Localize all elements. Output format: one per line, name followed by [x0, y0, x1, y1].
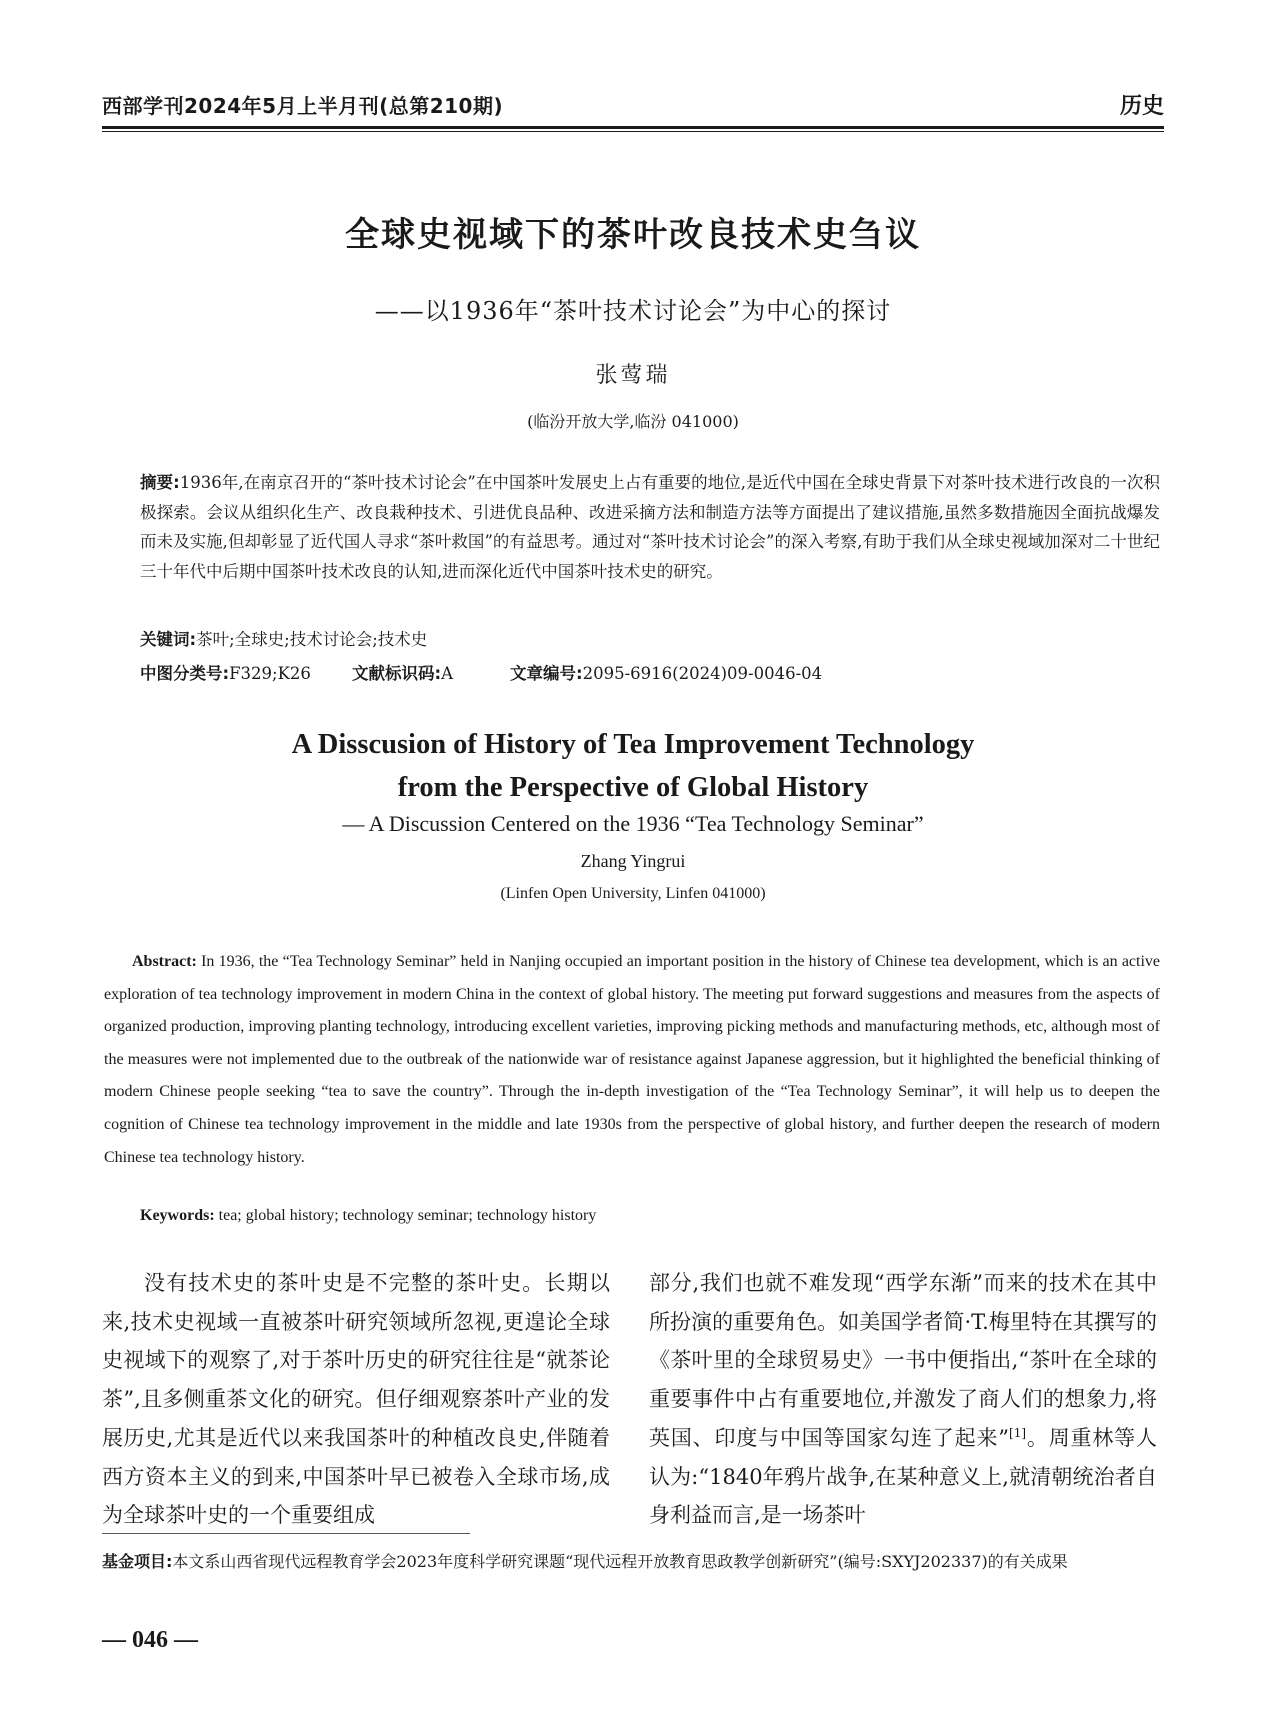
- en-affiliation: (Linfen Open University, Linfen 041000): [500, 885, 766, 902]
- funding-label: 基金项目:: [102, 1552, 173, 1571]
- funding-text: 本文系山西省现代远程教育学会2023年度科学研究课题“现代远程开放教育思政教学创新研究”(编号:SXYJ202337)的有关成果: [172, 1552, 1068, 1571]
- cn-affiliation: (临汾开放大学,临汾 041000): [527, 412, 739, 431]
- body-column-right: [649, 1264, 1157, 1535]
- doc-code-value: A: [441, 664, 454, 683]
- en-keywords-label: Keywords:: [140, 1207, 215, 1224]
- journal-header: 西部学刊2024年5月上半月刊(总第210期): [102, 94, 504, 118]
- funding-footnote: [102, 1547, 1162, 1577]
- section-label: 历史: [1119, 94, 1164, 119]
- article-no-value: 2095-6916(2024)09-0046-04: [582, 664, 823, 683]
- header-rule-thin: [102, 131, 1164, 132]
- en-title: [102, 723, 1164, 809]
- cn-keywords-text: 茶叶;全球史;技术讨论会;技术史: [196, 630, 428, 649]
- clc-field: [140, 660, 311, 684]
- doc-code-label: 文献标识码:: [352, 664, 442, 683]
- clc-value: F329;K26: [229, 664, 311, 683]
- footnote-rule: [102, 1533, 470, 1534]
- body-paragraph-continued: [649, 1264, 1157, 1535]
- cn-abstract: [140, 468, 1160, 586]
- en-subtitle: — A Discussion Centered on the 1936 “Tea Technology Seminar”: [342, 811, 924, 836]
- cn-abstract-text: 1936年,在南京召开的“茶叶技术讨论会”在中国茶叶发展史上占有重要的地位,是近代中国在全球史背景下对茶叶技术进行改良的一次积极探索。会议从组织化生产、改良栽种技术、引进优良品种、改进采摘方法和制造方法等方面提出了建议措施,虽然多数措施因全面抗战爆发而未及实施,但却彰显了近代国人寻求“茶叶救国”的有益思考。通过对“茶叶技术讨论会”的深入考察,有助于我们从全球史视域加深对二十世纪三十年代中后期中国茶叶技术改良的认知,进而深化近代中国茶叶技术史的研究。: [140, 473, 1160, 581]
- cn-author: 张莺瑞: [595, 363, 671, 388]
- cn-keywords-label: 关键词:: [140, 630, 197, 649]
- clc-label: 中图分类号:: [140, 664, 230, 683]
- body-text-part-2: 。周重林等人认为:“1840年鸦片战争,在某种意义上,就清朝统治者自身利益而言,是一场茶叶: [649, 1425, 1158, 1528]
- cn-subtitle: ——以1936年“茶叶技术讨论会”为中心的探讨: [374, 297, 892, 325]
- en-keywords: [140, 1207, 596, 1225]
- en-abstract: [104, 946, 1160, 1174]
- en-keywords-text: tea; global history; technology seminar; technology history: [218, 1207, 597, 1224]
- article-no-label: 文章编号:: [510, 664, 583, 683]
- body-paragraph: 没有技术史的茶叶史是不完整的茶叶史。长期以来,技术史视域一直被茶叶研究领域所忽视,更遑论全球史视域下的观察了,对于茶叶历史的研究往往是“就茶论茶”,且多侧重茶文化的研究。但仔细观察茶叶产业的发展历史,尤其是近代以来我国茶叶的种植改良史,伴随着西方资本主义的到来,中国茶叶早已被卷入全球市场,成为全球茶叶史的一个重要组成: [102, 1271, 610, 1528]
- cn-title: 全球史视域下的茶叶改良技术史刍议: [345, 215, 921, 255]
- body-text-part-1: 部分,我们也就不难发现“西学东渐”而来的技术在其中所扮演的重要角色。如美国学者简·T.梅里特在其撰写的《茶叶里的全球贸易史》一书中便指出,“茶叶在全球的重要事件中占有重要地位,并激发了商人们的想象力,将英国、印度与中国等国家勾连了起来”: [649, 1271, 1157, 1450]
- en-abstract-label: Abstract:: [132, 953, 197, 970]
- citation-ref: [1]: [1009, 1425, 1027, 1440]
- article-no-field: [510, 660, 822, 684]
- header-rule: [102, 126, 1164, 129]
- body-column-left: [102, 1264, 610, 1535]
- doc-code-field: [352, 660, 453, 684]
- en-author: Zhang Yingrui: [580, 851, 686, 871]
- cn-keywords: [140, 626, 427, 650]
- page-number: — 046 —: [102, 1627, 198, 1653]
- en-abstract-text: In 1936, the “Tea Technology Seminar” held in Nanjing occupied an important position in the history of Chinese tea development, which is an active exploration of tea technology improvement in modern China in the context of global history. The meeting put forward suggestions and measures from the aspects of organized production, improving planting technology, introducing excellent varieties, improving picking methods and manufacturing methods, etc, although most of the measures were not implemented due to the outbreak of the nationwide war of resistance against Japanese aggression, but it highlighted the beneficial thinking of modern Chinese people seeking “tea to save the country”. Through the in-depth investigation of the “Tea Technology Seminar”, it will help us to deepen the cognition of Chinese tea technology improvement in the middle and late 1930s from the perspective of global history, and further deepen the research of modern Chinese tea technology history.: [104, 953, 1161, 1166]
- en-title-line-1: A Disscusion of History of Tea Improvement Technology: [291, 729, 975, 760]
- cn-abstract-label: 摘要:: [140, 473, 180, 492]
- en-title-line-2: from the Perspective of Global History: [397, 772, 869, 803]
